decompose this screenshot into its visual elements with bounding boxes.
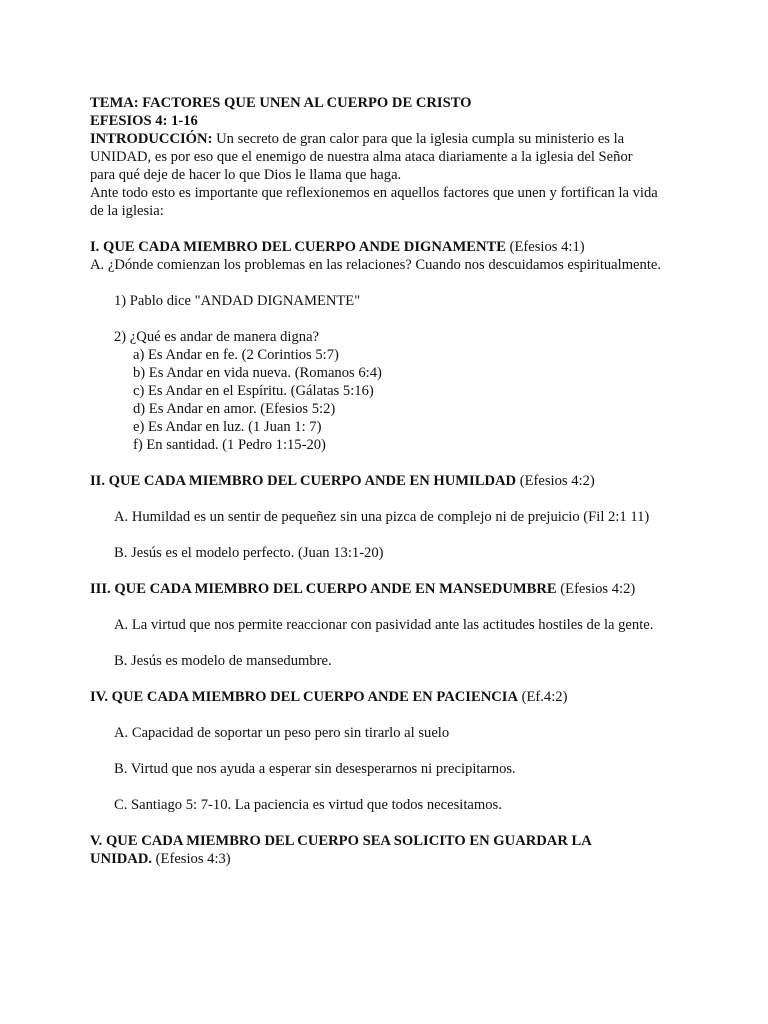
section-5-title-line-1: V. QUE CADA MIEMBRO DEL CUERPO SEA SOLICITO EN GUARDAR LA (90, 833, 592, 849)
section-1-heading (90, 238, 690, 256)
section-3-heading (90, 580, 690, 598)
section-3-ref: (Efesios 4:2) (556, 581, 636, 597)
section-3-point-a: A. La virtud que nos permite reaccionar con pasividad ante las actitudes hostiles de la gente. (114, 617, 654, 633)
section-1-title: I. QUE CADA MIEMBRO DEL CUERPO ANDE DIGNAMENTE (90, 239, 506, 255)
section-1-ref: (Efesios 4:1) (505, 239, 585, 255)
intro-text: Un secreto de gran calor para que la iglesia cumpla su ministerio es la (212, 131, 625, 147)
section-4-title: IV. QUE CADA MIEMBRO DEL CUERPO ANDE EN PACIENCIA (90, 689, 518, 705)
intro-paragraph-line-1 (90, 130, 690, 148)
section-2-ref: (Efesios 4:2) (516, 473, 595, 489)
list-item: a) Es Andar en fe. (2 Corintios 5:7) (133, 347, 339, 363)
list-item: f) En santidad. (1 Pedro 1:15-20) (133, 437, 326, 453)
section-1-sub-1: 1) Pablo dice "ANDAD DIGNAMENTE" (114, 293, 361, 309)
section-4-point-a: A. Capacidad de soportar un peso pero sin tirarlo al suelo (114, 725, 450, 741)
section-2-point-a: A. Humildad es un sentir de pequeñez sin una pizca de complejo ni de prejuicio (Fil 2:1 11) (114, 509, 650, 525)
section-4-ref: (Ef.4:2) (518, 689, 568, 705)
document-page (90, 94, 690, 868)
section-5-title-line-2: UNIDAD. (90, 851, 153, 867)
intro-paragraph-line-3: para qué deje de hacer lo que Dios le llama que haga. (90, 167, 402, 183)
section-2-title: II. QUE CADA MIEMBRO DEL CUERPO ANDE EN HUMILDAD (90, 473, 517, 489)
section-5-heading-line-2 (90, 850, 690, 868)
list-item: e) Es Andar en luz. (1 Juan 1: 7) (133, 419, 322, 435)
section-2-point-b: B. Jesús es el modelo perfecto. (Juan 13:1-20) (114, 545, 384, 561)
section-4-heading (90, 688, 690, 706)
intro-paragraph-line-2: UNIDAD, es por eso que el enemigo de nuestra alma ataca diariamente a la iglesia del Señor (90, 149, 633, 165)
section-5-ref: (Efesios 4:3) (152, 851, 231, 867)
section-4-point-b: B. Virtud que nos ayuda a esperar sin desesperarnos ni precipitarnos. (114, 761, 516, 777)
section-2-heading (90, 472, 690, 490)
section-1-sub-2: 2) ¿Qué es andar de manera digna? (114, 329, 320, 345)
section-4-point-c: C. Santiago 5: 7-10. La paciencia es virtud que todos necesitamos. (114, 797, 502, 813)
section-3-title: III. QUE CADA MIEMBRO DEL CUERPO ANDE EN MANSEDUMBRE (90, 581, 557, 597)
section-3-point-b: B. Jesús es modelo de mansedumbre. (114, 653, 332, 669)
scripture-reference: EFESIOS 4: 1-16 (90, 113, 198, 129)
section-1-point-a: A. ¿Dónde comienzan los problemas en las relaciones? Cuando nos descuidamos espiritualmente. (90, 257, 662, 273)
intro-paragraph-line-5: de la iglesia: (90, 203, 164, 219)
intro-label: INTRODUCCIÓN: (90, 131, 213, 147)
intro-paragraph-line-4: Ante todo esto es importante que reflexionemos en aquellos factores que unen y fortifican la vida (90, 185, 658, 201)
list-item: d) Es Andar en amor. (Efesios 5:2) (133, 401, 336, 417)
tema-heading: TEMA: FACTORES QUE UNEN AL CUERPO DE CRISTO (90, 95, 472, 111)
list-item: b) Es Andar en vida nueva. (Romanos 6:4) (133, 365, 382, 381)
list-item: c) Es Andar en el Espíritu. (Gálatas 5:16) (133, 383, 374, 399)
